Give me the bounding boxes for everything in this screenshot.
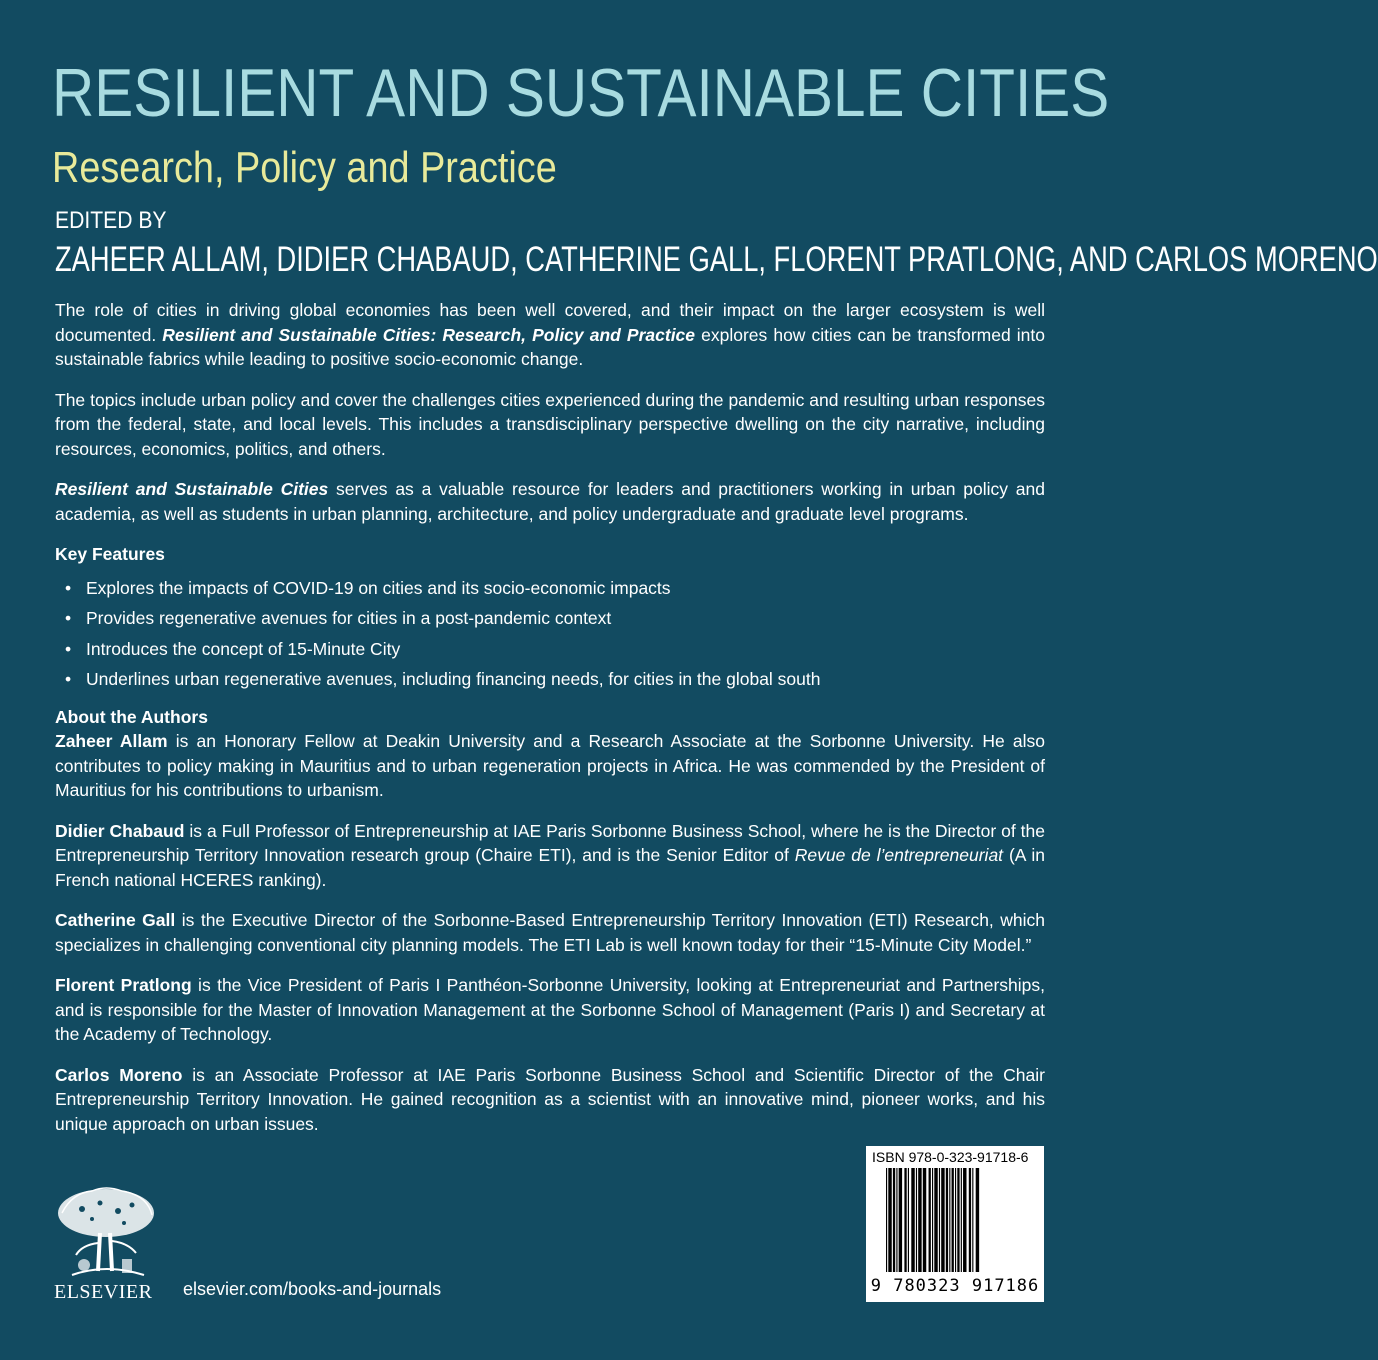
barcode-bar	[904, 1168, 906, 1272]
barcode-bar	[893, 1168, 895, 1272]
editors-list: ZAHEER ALLAM, DIDIER CHABAUD, CATHERINE GALL, FLORENT PRATLONG, AND CARLOS MORENO	[55, 240, 1378, 279]
barcode-bar	[929, 1168, 931, 1272]
bullet-icon: •	[65, 638, 72, 659]
description-paragraph-2: The topics include urban policy and cover the challenges cities experienced during the pandemic and resulting urban responses from the federal, state, and local levels. This includes a transdisciplinary perspective dwelling on the city narrative, including resources, economics, politics, and others.	[55, 389, 1045, 459]
barcode-bar	[888, 1168, 891, 1272]
barcode-bar	[939, 1168, 940, 1272]
list-item: • Underlines urban regenerative avenues, including financing needs, for cities in the global south	[55, 664, 1045, 695]
barcode-bar	[918, 1168, 921, 1272]
author-bio-allam: Zaheer Allam is an Honorary Fellow at Deakin University and a Research Associate at the Sorbonne University. He also contributes to policy making in Mauritius and to urban regeneration projects in Africa. He was commended by the President of Mauritius for his contributions to urbanism.	[55, 731, 1045, 800]
bullet-icon: •	[65, 577, 72, 598]
author-bio-chabaud: Didier Chabaud is a Full Professor of Entrepreneurship at IAE Paris Sorbonne Business School, where he is the Director of the Entrepreneurship Territory Innovation research group (Chaire ETI), and is the Senior Editor of Revue de l’entrepreneuriat (A in French national HCERES ranking).	[55, 820, 1046, 890]
barcode-bar	[886, 1168, 887, 1272]
bullet-icon: •	[65, 608, 72, 628]
barcode-bar	[896, 1168, 897, 1272]
publisher-url[interactable]: elsevier.com/books-and-journals	[183, 1279, 442, 1299]
book-subtitle: Research, Policy and Practice	[52, 143, 557, 192]
author-bio-pratlong: Florent Pratlong is the Vice President of Paris I Panthéon-Sorbonne University, looking at Entrepreneuriat and Partnerships, and is responsible for the Master of Innovation Management at the Sorbonne School of Management (Paris I) and Secretary at the Academy of Technology.	[55, 975, 1045, 1044]
list-item: • Introduces the concept of 15-Minute City	[55, 634, 1045, 665]
description-paragraph-1: The role of cities in driving global economies has been well covered, and their impact on the larger ecosystem is well documented. Resilient and Sustainable Cities: Research, Policy and Practice explores how cities can be transformed into sustainable fabrics while leading to positive socio-economic change.	[55, 300, 1045, 369]
barcode-bar	[911, 1168, 914, 1272]
book-title-short-emphasis: Resilient and Sustainable Cities	[55, 479, 329, 499]
barcode-bar	[923, 1168, 926, 1272]
about-authors-heading: About the Authors	[55, 706, 208, 727]
author-bio-gall: Catherine Gall is the Executive Director of the Sorbonne-Based Entrepreneurship Territory Innovation (ETI) Research, which specializes in challenging conventional city planning models. The ETI Lab is well known today for their “15-Minute City Model.”	[55, 910, 1045, 955]
barcode-bar	[932, 1168, 933, 1272]
list-item: • Explores the impacts of COVID-19 on cities and its socio-economic impacts	[55, 573, 1045, 604]
barcode-bar	[899, 1168, 902, 1272]
barcode-bar	[946, 1168, 948, 1272]
barcode-bar	[961, 1168, 962, 1272]
author-bio-moreno: Carlos Moreno is an Associate Professor at IAE Paris Sorbonne Business School and Scientific Director of the Chair Entrepreneurship Territory Innovation. He gained recognition as a scientist with an innovative mind, pioneer works, and his unique approach on urban issues.	[55, 1064, 1045, 1134]
book-title: RESILIENT AND SUSTAINABLE CITIES	[52, 55, 1110, 131]
edited-by-label: EDITED BY	[55, 207, 167, 234]
book-title-emphasis: Resilient and Sustainable Cities: Research, Policy and Practice	[162, 324, 696, 345]
publisher-name: ELSEVIER	[54, 1281, 153, 1303]
barcode-bar	[934, 1168, 937, 1272]
barcode-bar	[963, 1168, 966, 1272]
barcode-bar	[908, 1168, 909, 1272]
key-features-list	[55, 573, 1045, 695]
barcode-digits: 9 780323 917186	[870, 1276, 1040, 1296]
barcode-bars	[886, 1168, 1026, 1276]
barcode-bar	[957, 1168, 959, 1272]
barcode-bar	[969, 1168, 971, 1272]
barcode-bar	[941, 1168, 944, 1272]
barcode-bar	[972, 1168, 973, 1272]
barcode-bar	[916, 1168, 917, 1272]
bullet-icon: •	[65, 669, 72, 689]
isbn-label: ISBN 978-0-323-91718-6	[872, 1149, 1029, 1165]
barcode-bar	[952, 1168, 954, 1272]
key-features-heading: Key Features	[55, 544, 165, 564]
barcode-bar	[955, 1168, 956, 1272]
barcode-bar	[949, 1168, 950, 1272]
back-cover-text	[55, 298, 1045, 1152]
barcode-bar	[976, 1168, 979, 1272]
list-item: • Provides regenerative avenues for cities in a post-pandemic context	[55, 603, 1045, 634]
isbn-barcode	[866, 1146, 1044, 1302]
description-paragraph-3: Resilient and Sustainable Cities serves as a valuable resource for leaders and practitioners working in urban policy and academia, as well as students in urban planning, architecture, and policy undergraduate and graduate level programs.	[55, 479, 1045, 524]
